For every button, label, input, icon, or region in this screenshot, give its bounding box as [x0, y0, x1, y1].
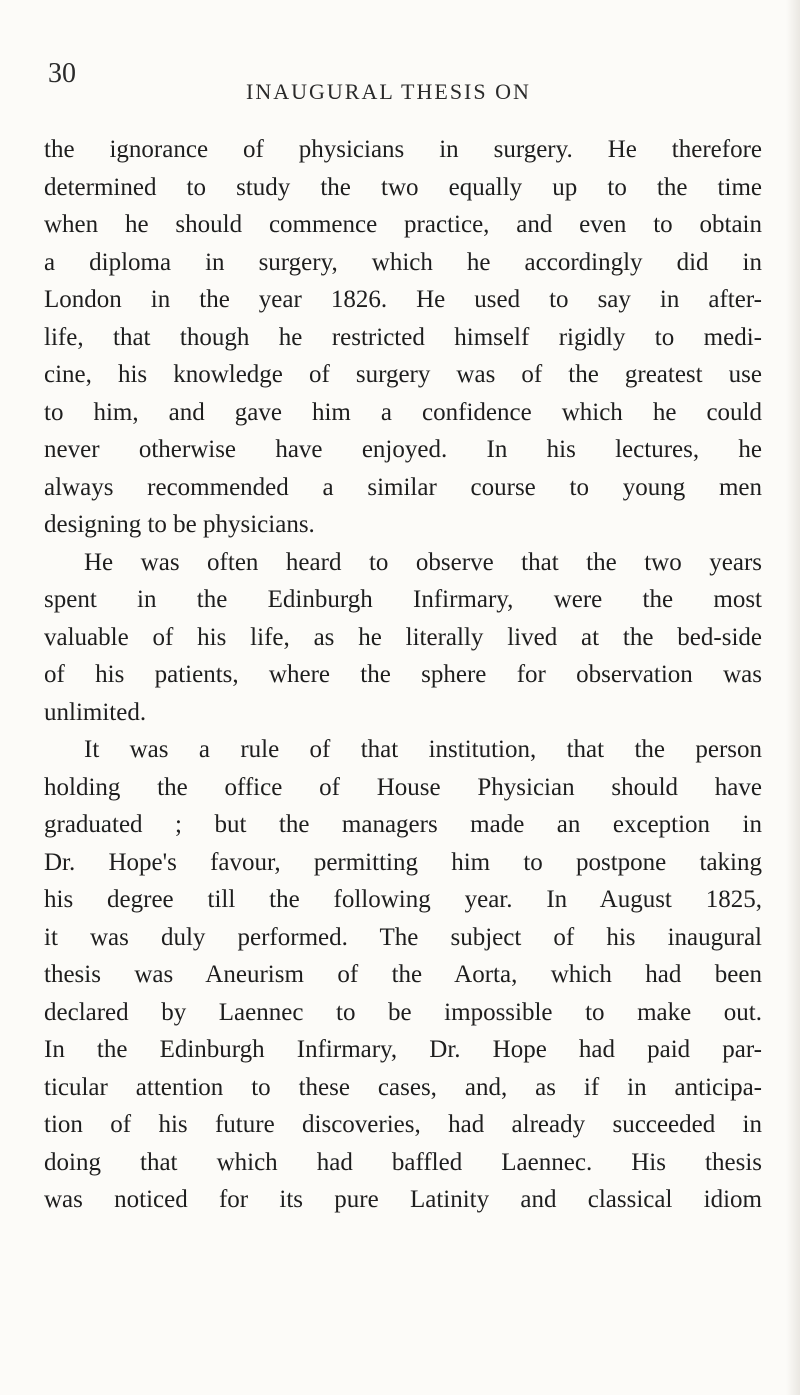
text-line: to him, and gave him a confidence which he could: [44, 398, 762, 426]
running-head: INAUGURAL THESIS ON: [246, 79, 531, 104]
text-line: Dr. Hope's favour, permitting him to postpone taking: [44, 848, 762, 876]
text-line: of his patients, where the sphere for observation was: [44, 661, 762, 688]
text-line: doing that which had baffled Laennec. His thesis: [44, 1148, 762, 1176]
text-line: spent in the Edinburgh Infirmary, were the most: [44, 586, 762, 613]
text-line: valuable of his life, as he literally lived at the bed-side: [44, 623, 762, 651]
text-line: the ignorance of physicians in surgery. He therefore: [44, 136, 762, 163]
text-line: In the Edinburgh Infirmary, Dr. Hope had paid par-: [44, 1036, 762, 1063]
text-line: He was often heard to observe that the two years: [84, 548, 762, 576]
text-line: always recommended a similar course to young men: [44, 473, 762, 501]
text-line: when he should commence practice, and even to obtain: [44, 211, 762, 238]
text-line: unlimited.: [44, 698, 147, 726]
text-line: declared by Laennec to be impossible to make out.: [44, 998, 762, 1026]
text-line: tion of his future discoveries, had already succeeded in: [44, 1111, 762, 1138]
text-line: graduated ; but the managers made an exception in: [44, 811, 762, 838]
page-number: 30: [48, 58, 76, 89]
text-line: his degree till the following year. In August 1825,: [44, 886, 762, 913]
text-line: London in the year 1826. He used to say in after-: [44, 286, 762, 313]
page-edge-shadow: [786, 0, 800, 1395]
text-line: life, that though he restricted himself rigidly to medi-: [44, 323, 762, 351]
text-line: ticular attention to these cases, and, as if in anticipa-: [44, 1073, 762, 1101]
text-line: It was a rule of that institution, that the person: [84, 736, 762, 763]
body-text: [44, 131, 762, 1219]
text-line: a diploma in surgery, which he accordingly did in: [44, 248, 762, 276]
text-line: was noticed for its pure Latinity and classical idiom: [44, 1186, 762, 1213]
text-line: cine, his knowledge of surgery was of the greatest use: [44, 361, 762, 388]
text-line: holding the office of House Physician should have: [44, 773, 762, 801]
text-line: never otherwise have enjoyed. In his lectures, he: [44, 436, 762, 463]
text-line: designing to be physicians.: [44, 511, 315, 538]
text-line: it was duly performed. The subject of his inaugural: [44, 923, 762, 951]
text-line: thesis was Aneurism of the Aorta, which had been: [44, 961, 762, 988]
text-line: determined to study the two equally up to the time: [44, 173, 762, 201]
